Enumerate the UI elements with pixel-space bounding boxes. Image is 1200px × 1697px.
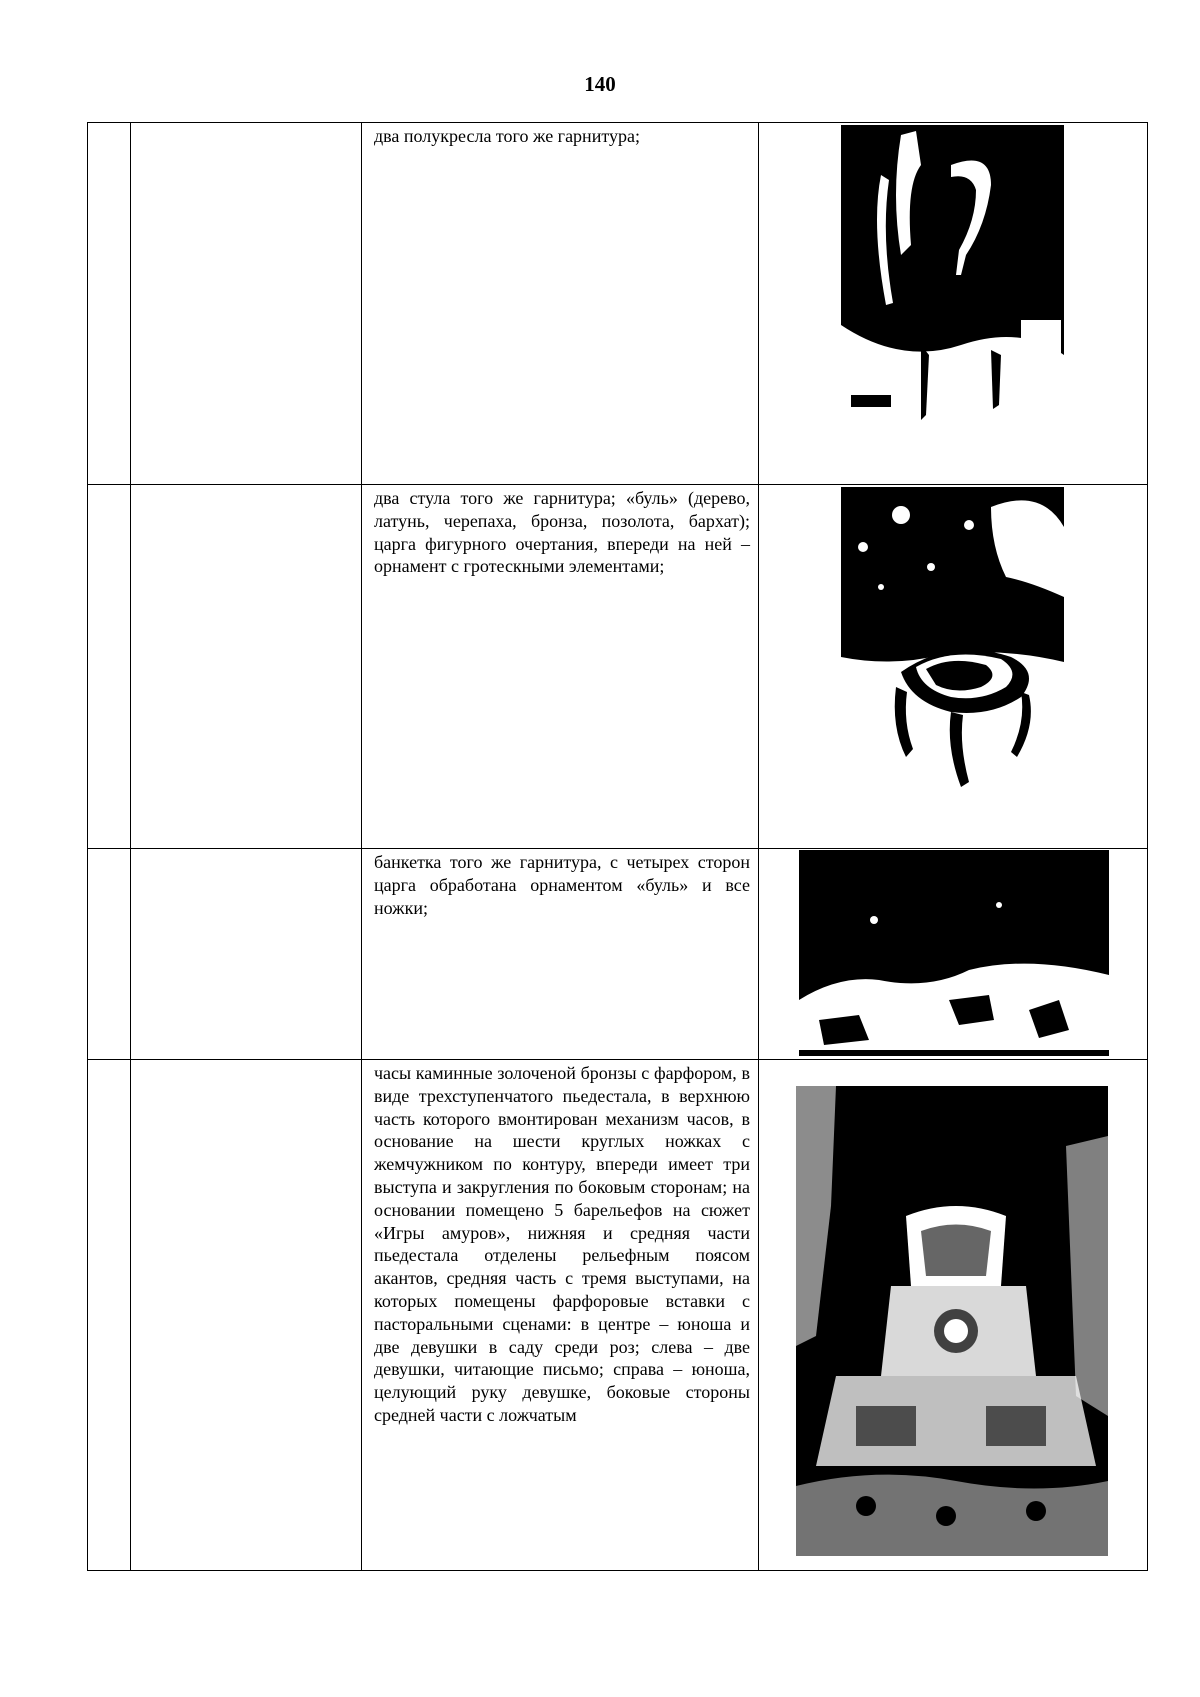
description-cell	[362, 485, 759, 849]
table-row	[88, 1060, 1148, 1571]
description-cell	[362, 123, 759, 485]
item-description: банкетка того же гарнитура, с четырех сторон царга обработана орнаментом «буль» и все ножки;	[374, 852, 750, 918]
armchair-photo	[841, 125, 1064, 465]
item-description: два стула того же гарнитура; «буль» (дерево, латунь, черепаха, бронза, позолота, бархат); царга фигурного очертания, впереди на ней – орнамент с гротескными элементами;	[374, 488, 750, 577]
item-description: часы каминные золоченой бронзы с фарфором, в виде трехступенчатого пьедестала, в верхнюю часть которого вмонтирован механизм часов, в основание на шести круглых ножках с жемчужником по контуру, впереди имеет три выступа и закругления по боковым сторонам; на основании помещено 5 барельефов на сюжет «Игры амуров», нижняя и средняя части пьедестала отделены рельефным поясом акантов, средняя часть с тремя выступами, на которых помещены фарфоровые вставки с пасторальными сценами: в центре – юноша и две девушки в саду среди роз; слева – две девушки, читающие письмо; справа – юноша, целующий руку девушке, боковые стороны средней части с ложчатым	[374, 1063, 750, 1425]
number-cell	[88, 849, 131, 1060]
number-cell	[88, 123, 131, 485]
photo-cell	[759, 849, 1148, 1060]
description-cell	[362, 849, 759, 1060]
photo-cell	[759, 123, 1148, 485]
chair-photo	[841, 487, 1064, 817]
number-cell	[88, 1060, 131, 1571]
photo-cell	[759, 1060, 1148, 1571]
page-number: 140	[584, 72, 616, 96]
table-row	[88, 485, 1148, 849]
description-cell	[362, 1060, 759, 1571]
inventory-table	[87, 122, 1148, 1571]
table-row	[88, 123, 1148, 485]
item-description: два полукресла того же гарнитура;	[374, 126, 640, 146]
mantel-clock-photo	[796, 1086, 1108, 1556]
number-cell	[88, 485, 131, 849]
table-row	[88, 849, 1148, 1060]
name-cell	[131, 485, 362, 849]
name-cell	[131, 123, 362, 485]
name-cell	[131, 1060, 362, 1571]
bench-photo	[799, 850, 1109, 1056]
photo-cell	[759, 485, 1148, 849]
name-cell	[131, 849, 362, 1060]
